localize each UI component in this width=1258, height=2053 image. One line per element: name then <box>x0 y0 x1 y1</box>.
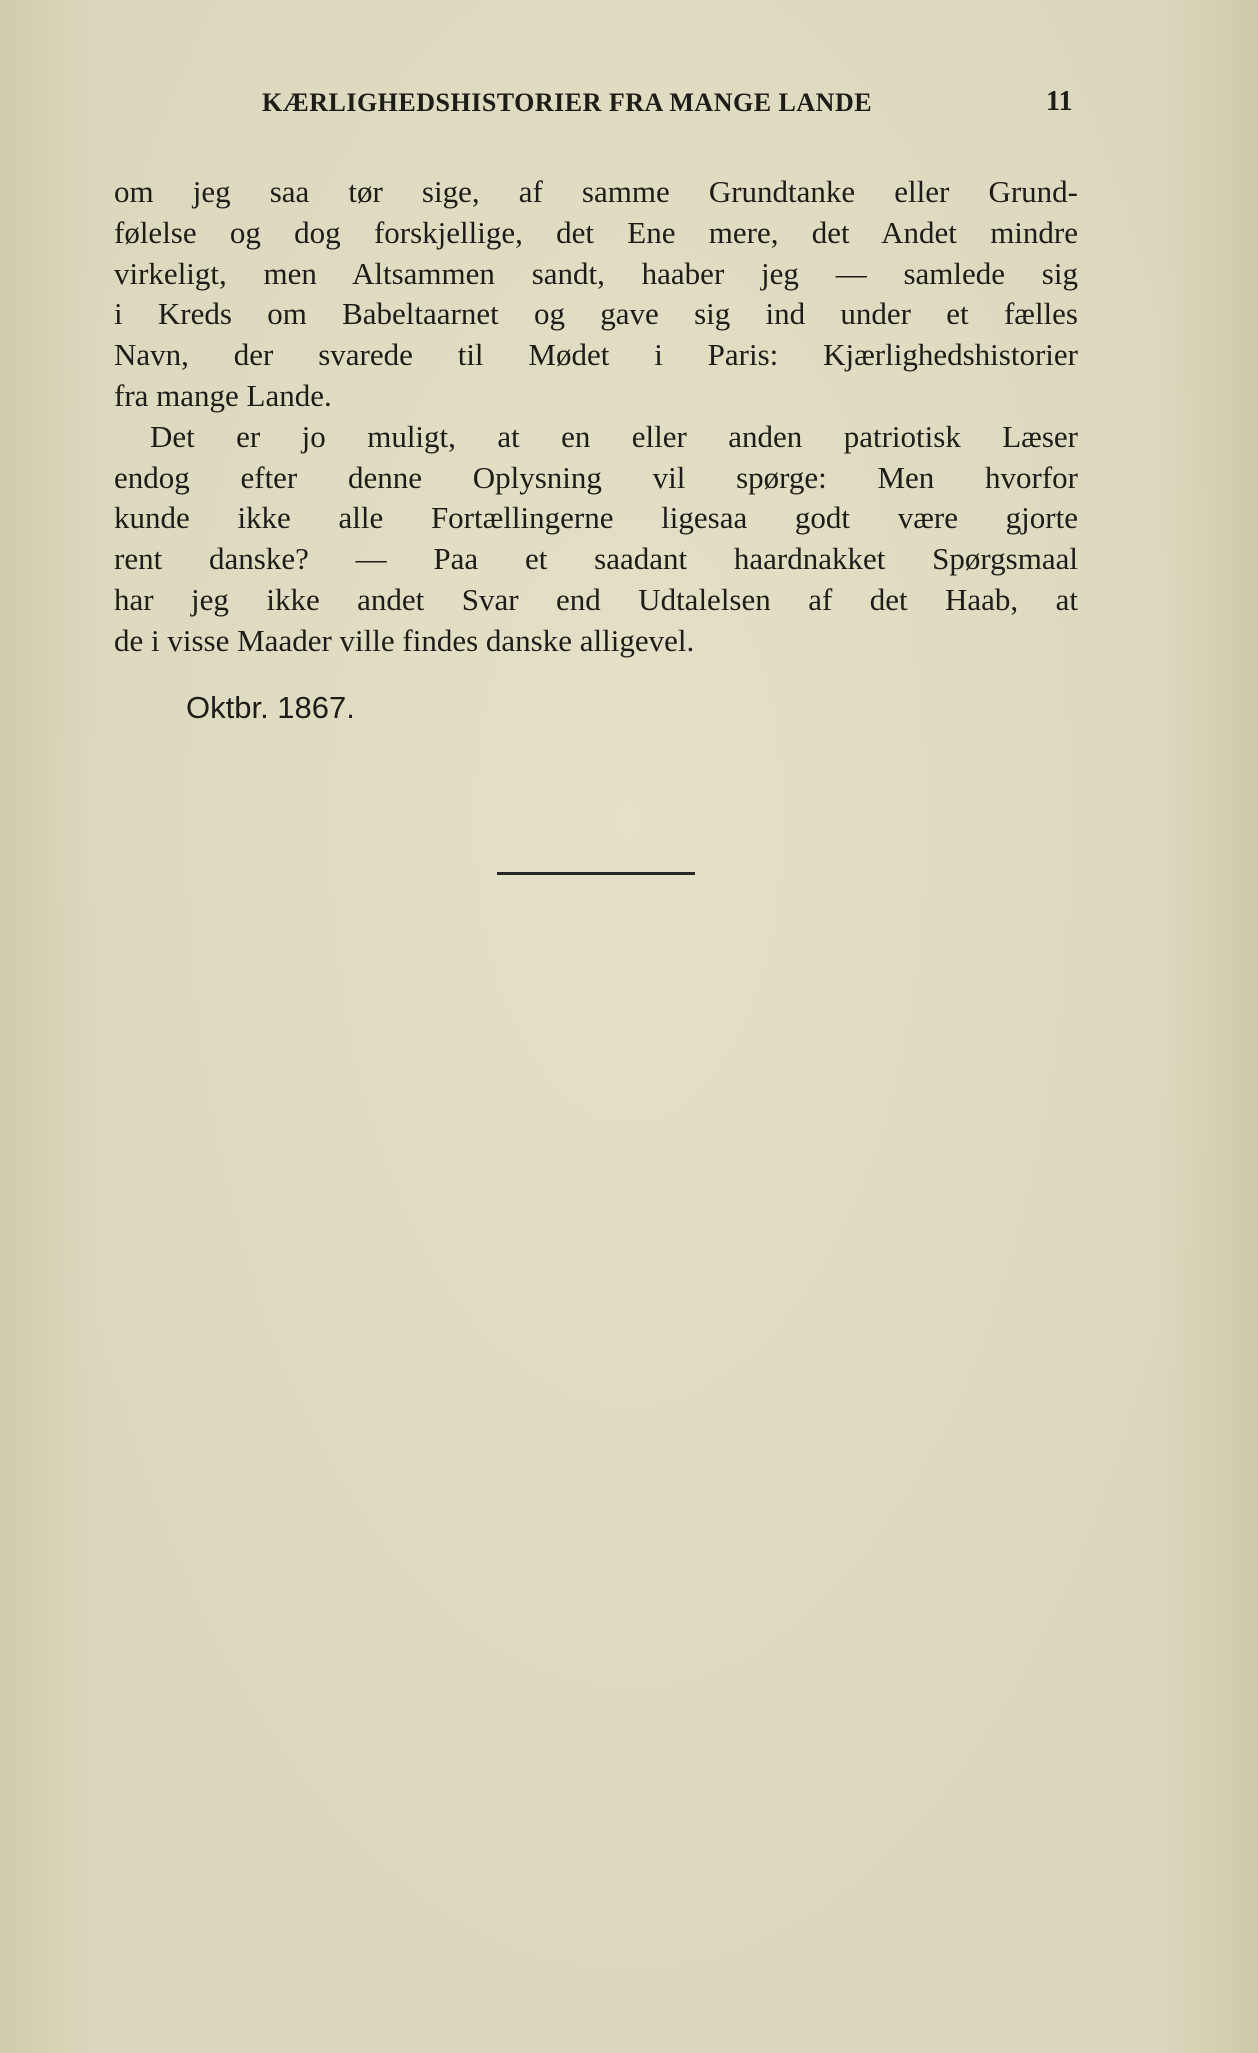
text-line: virkeligt, men Altsammen sandt, haaber jeg — samlede sig <box>114 255 1078 291</box>
text-line: om jeg saa tør sige, af samme Grundtanke eller Grund- <box>114 174 1078 209</box>
text-line: fra mange Lande. <box>114 377 332 413</box>
body-text <box>114 172 1078 662</box>
text-line: Det er jo muligt, at en eller anden patriotisk Læser <box>150 418 1078 454</box>
running-head: KÆRLIGHEDSHISTORIER FRA MANGE LANDE <box>262 88 873 117</box>
text-line: i Kreds om Babeltaarnet og gave sig ind under et fælles <box>114 296 1078 332</box>
end-rule <box>497 872 695 875</box>
text-line: har jeg ikke andet Svar end Udtalelsen af det Haab, at <box>114 581 1078 617</box>
text-line: følelse og dog forskjellige, det Ene mere, det Andet mindre <box>114 214 1078 250</box>
text-line: Navn, der svarede til Mødet i Paris: Kjærlighedshistorier <box>114 337 1078 373</box>
closing-date: Oktbr. 1867. <box>186 690 355 725</box>
text-line: endog efter denne Oplysning vil spørge: Men hvorfor <box>114 459 1078 495</box>
text-line: rent danske? — Paa et saadant haardnakket Spørgsmaal <box>114 541 1078 577</box>
page-number: 11 <box>1046 86 1073 117</box>
text-line: kunde ikke alle Fortællingerne ligesaa godt være gjorte <box>114 500 1078 536</box>
text-line: de i visse Maader ville findes danske alligevel. <box>114 622 695 658</box>
